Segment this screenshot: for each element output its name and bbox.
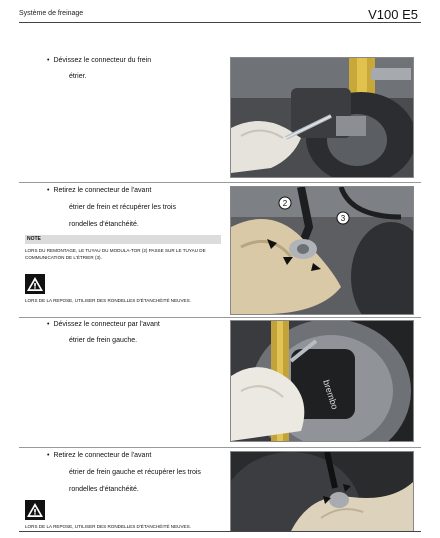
step-2-line-3: rondelles d'étanchéité. — [69, 221, 139, 228]
note-label: NOTE — [25, 235, 221, 244]
step-3-photo — [230, 320, 414, 442]
step-3-line-2: étrier de frein gauche. — [69, 337, 138, 344]
step-4-line-1: • Retirez le connecteur de l'avant — [47, 452, 151, 459]
step-1-line-1: • Dévissez le connecteur du frein — [47, 57, 151, 64]
step-3-line-1: • Dévissez le connecteur par l'avant — [47, 321, 160, 328]
header-divider — [19, 22, 421, 23]
step-1-line-2: étrier. — [69, 73, 87, 80]
step-row-3 — [19, 317, 421, 448]
step-text-4 — [19, 447, 227, 531]
step-row-2 — [19, 182, 421, 318]
warning-triangle-icon — [25, 500, 45, 520]
warning-text-1: LORS DE LA REPOSE, UTILISER DES RONDELLES D'ÉTANCHÉITÉ NEUVES. — [25, 298, 191, 303]
step-text-1 — [19, 53, 227, 182]
step-text-3 — [19, 317, 227, 447]
callout-2: 2 — [282, 199, 288, 208]
warning-triangle-icon — [25, 274, 45, 294]
callout-3: 3 — [340, 214, 346, 223]
model-title: V100 E5 — [368, 7, 418, 22]
step-2-line-1: • Retirez le connecteur de l'avant — [47, 187, 151, 194]
warning-text-2: LORS DE LA REPOSE, UTILISER DES RONDELLES D'ÉTANCHÉITÉ NEUVES. — [25, 524, 191, 529]
step-1-photo — [230, 57, 414, 178]
step-2-photo — [230, 186, 414, 315]
step-row-1 — [19, 53, 421, 183]
step-text-2 — [19, 182, 227, 317]
step-4-line-2: étrier de frein gauche et récupérer les trois — [69, 469, 201, 476]
step-2-line-2: étrier de frein et récupérer les trois — [69, 204, 176, 211]
brembo-label: brembo — [321, 378, 341, 411]
step-4-photo — [230, 451, 414, 532]
step-row-4 — [19, 447, 421, 531]
step-4-line-3: rondelles d'étanchéité. — [69, 486, 139, 493]
note-text: LORS DU REMONTAGE, LE TUYAU DU MODULA-TOR (2) PASSE SUR LE TUYAU DE COMMUNICATION DE L'ÉTRIER (3). — [25, 248, 206, 260]
section-title: Système de freinage — [19, 10, 84, 17]
footer-divider — [19, 531, 421, 532]
